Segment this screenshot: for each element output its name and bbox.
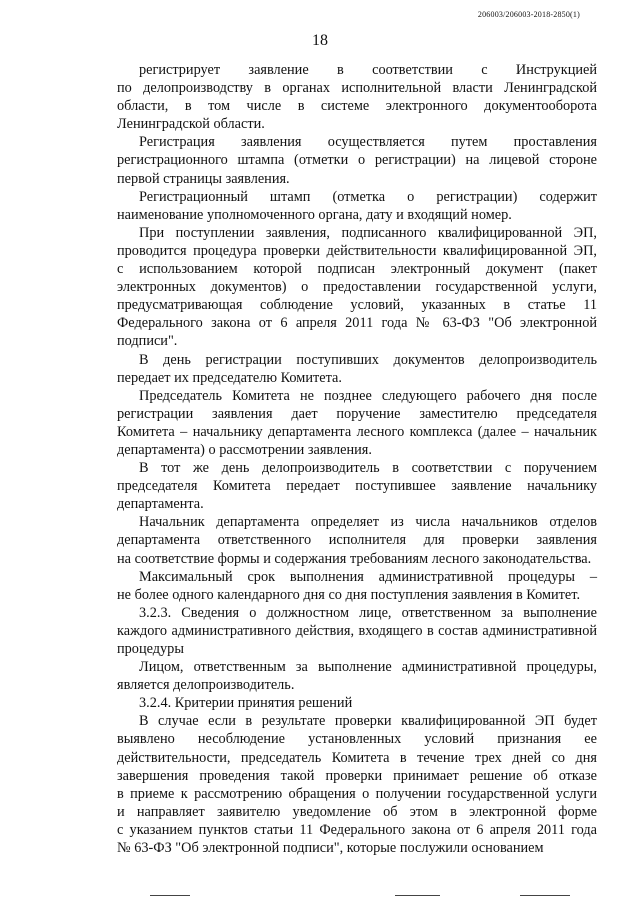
text-line: Комитета – начальнику департамента лесного комплекса (далее – начальник — [117, 423, 597, 440]
text-line: завершения проведения такой проверки принимает решение об отказе — [117, 767, 597, 784]
text-line: Регистрационный штамп (отметка о регистрации) содержит — [139, 188, 597, 205]
text-line: предусматривающая соблюдение условий, указанных в статье 11 — [117, 297, 597, 314]
text-line: департамента ответственного исполнителя для проверки заявления — [117, 532, 597, 549]
text-line: в приеме к рассмотрению обращения о получении государственной услуги — [117, 785, 597, 802]
text-line: № 63-ФЗ "Об электронной подписи", которые послужили основанием — [117, 840, 544, 857]
document-id: 206003/206003-2018-2850(1) — [477, 10, 580, 19]
text-line: по делопроизводству в органах исполнительной власти Ленинградской — [117, 80, 597, 97]
text-line: не более одного календарного дня со дня поступления заявления в Комитет. — [117, 586, 581, 603]
text-line: регистрирует заявление в соответствии с Инструкцией — [139, 62, 597, 78]
text-line: Федерального закона от 6 апреля 2011 года № 63-ФЗ "Об электронной — [117, 315, 597, 332]
text-line: процедуры — [117, 641, 184, 657]
paragraph — [117, 133, 597, 187]
text-line: каждого административного действия, входящего в состав административной — [117, 622, 597, 639]
text-line: Председатель Комитета не позднее следующего рабочего дня после — [139, 387, 597, 404]
text-line: Начальник департамента определяет из числа начальников отделов — [139, 514, 597, 531]
text-line: Регистрация заявления осуществляется путем проставления — [139, 134, 597, 151]
text-line: подписи". — [117, 333, 178, 350]
text-line: наименование уполномоченного органа, дату и входящий номер. — [117, 206, 512, 223]
paragraph — [117, 188, 597, 224]
text-line: первой страницы заявления. — [117, 170, 290, 187]
text-line: проводится процедура проверки действительности квалифицированной ЭП, — [117, 242, 597, 259]
text-line: области, в том числе в системе электронного документооборота — [117, 98, 597, 115]
text-line: Ленинградской области. — [117, 116, 265, 133]
text-line: электронных документов) о предоставлении государственной услуги, — [117, 279, 597, 296]
paragraph — [117, 513, 597, 567]
paragraph — [117, 61, 597, 133]
document-body — [117, 61, 597, 857]
text-line: регистрационного штампа (отметки о регистрации) на лицевой стороне — [117, 152, 597, 169]
paragraph — [117, 694, 597, 712]
text-line: регистрации заявления дает поручение заместителю председателя — [117, 405, 597, 422]
text-line: действительности, председатель Комитета в течение трех дней со дня — [117, 749, 597, 766]
text-line: департамента) о рассмотрении заявления. — [117, 441, 372, 458]
text-line: председателя Комитета передает поступившее заявление начальнику — [117, 478, 597, 495]
text-line: Максимальный срок выполнения административной процедуры – — [139, 568, 597, 585]
text-line: с указанием пунктов статьи 11 Федерального закона от 6 апреля 2011 года — [117, 821, 597, 838]
text-line: В тот же день делопроизводитель в соответствии с поручением — [139, 460, 597, 477]
text-line: При поступлении заявления, подписанного квалифицированной ЭП, — [139, 224, 597, 241]
text-line: В случае если в результате проверки квалифицированной ЭП будет — [139, 713, 597, 730]
text-line: В день регистрации поступивших документов делопроизводитель — [139, 351, 597, 368]
paragraph — [117, 658, 597, 694]
text-line: Лицом, ответственным за выполнение административной процедуры, — [139, 659, 597, 676]
text-line: с использованием которой подписан электронный документ (пакет — [117, 261, 597, 278]
text-line: и направляет заявителю уведомление об этом в электронной форме — [117, 803, 597, 820]
paragraph — [117, 351, 597, 387]
text-line: 3.2.3. Сведения о должностном лице, ответственном за выполнение — [139, 604, 597, 621]
paragraph — [117, 459, 597, 513]
text-line: передает их председателю Комитета. — [117, 369, 342, 386]
paragraph — [117, 712, 597, 857]
page-number: 18 — [312, 32, 328, 49]
text-line: департамента. — [117, 496, 204, 513]
paragraph — [117, 224, 597, 351]
text-line: является делопроизводитель. — [117, 677, 295, 694]
paragraph — [117, 568, 597, 604]
text-line: на соответствие формы и содержания требованиям лесного законодательства. — [117, 550, 592, 567]
text-line: выявлено несоблюдение установленных условий признания ее — [117, 731, 597, 748]
paragraph — [117, 387, 597, 459]
bottom-edge-marks — [0, 895, 640, 899]
paragraph — [117, 604, 597, 658]
text-line: 3.2.4. Критерии принятия решений — [139, 695, 353, 712]
